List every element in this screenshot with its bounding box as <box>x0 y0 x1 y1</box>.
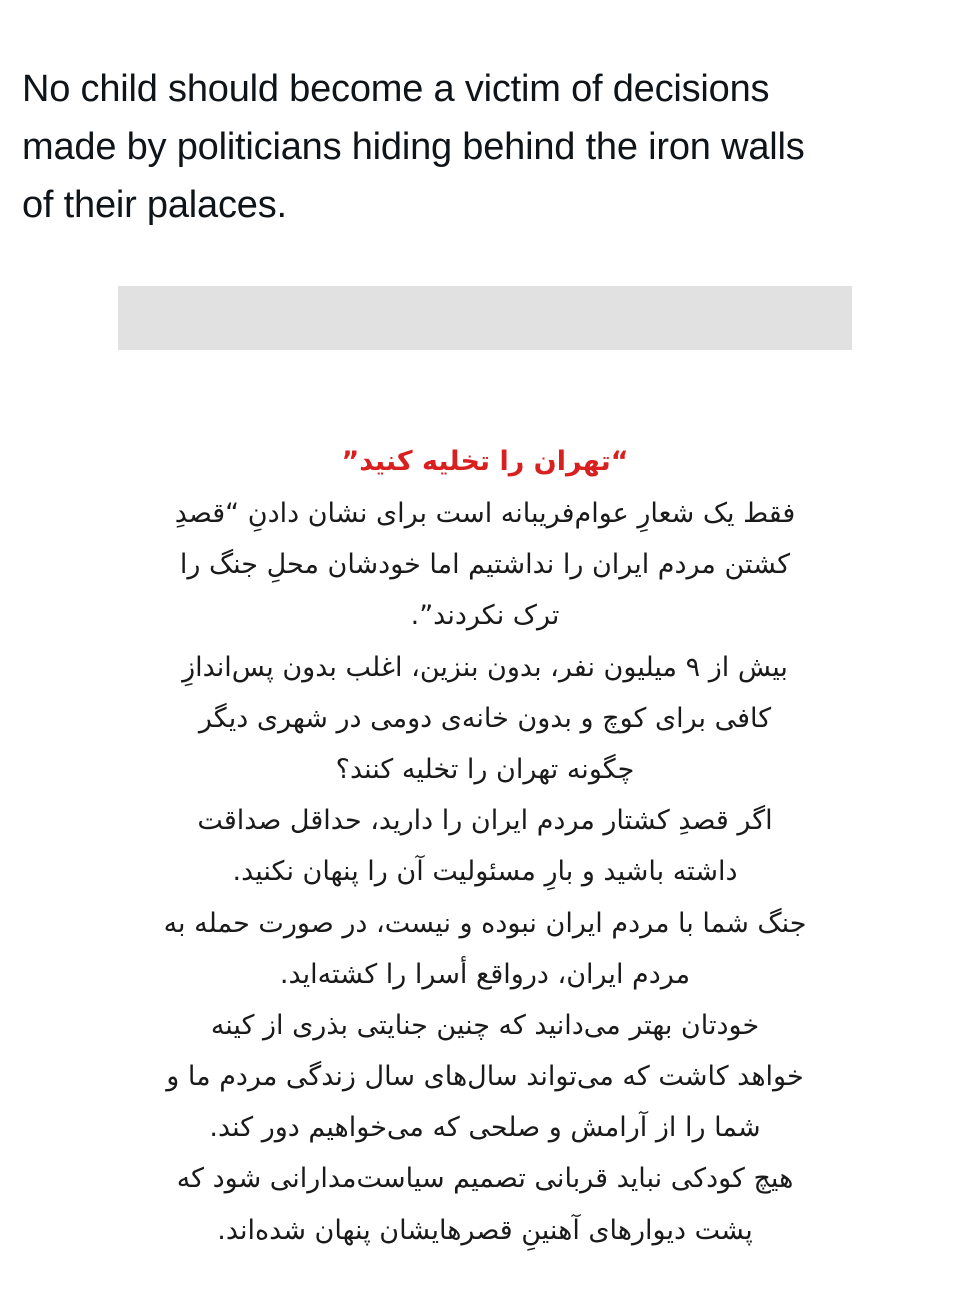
statement-line: خواهد کاشت که می‌تواند سال‌های سال زندگی مردم ما و <box>166 1061 804 1093</box>
post-text-line: made by politicians hiding behind the iron walls <box>22 126 805 168</box>
statement-line: هیچ کودکی نباید قربانی تصمیم سیاست‌مدارانی شود که <box>176 1163 794 1195</box>
statement-line: پشت دیوارهای آهنینِ قصرهایشان پنهان شده‌اند. <box>217 1214 753 1246</box>
statement-line: خودتان بهتر می‌دانید که چنین جنایتی بذری از کینه <box>210 1009 760 1041</box>
persian-statement <box>118 436 852 1256</box>
statement-title: “تهران را تخلیه کنید” <box>341 446 629 477</box>
statement-line: مردم ایران، درواقع أسرا را کشته‌اید. <box>279 958 691 990</box>
post-text-line: of their palaces. <box>22 184 287 226</box>
statement-line: شما را از آرامش و صلحی که می‌خواهیم دور کند. <box>209 1112 761 1144</box>
statement-line: اگر قصدِ کشتار مردم ایران را دارید، حداقل صداقت <box>197 805 773 837</box>
statement-line: چگونه تهران را تخلیه کنند؟ <box>335 753 635 785</box>
statement-line: کشتن مردم ایران را نداشتیم اما خودشان محلِ جنگ را <box>179 549 791 581</box>
statement-line: فقط یک شعارِ عوام‌فریبانه است برای نشان دادنِ “قصدِ <box>174 498 796 529</box>
image-header-bar <box>118 286 852 350</box>
statement-line: کافی برای کوچ و بدون خانه‌ی دومی در شهری دیگر <box>198 702 772 734</box>
post-image[interactable] <box>118 286 852 1266</box>
post-text <box>22 60 932 234</box>
statement-line: بیش از ۹ میلیون نفر، بدون بنزین، اغلب بدون پس‌اندازِ <box>182 651 788 683</box>
statement-line: ترک نکردند”. <box>410 600 560 632</box>
post-text-line: No child should become a victim of decisions <box>22 68 770 110</box>
statement-line: داشته باشید و بارِ مسئولیت آن را پنهان نکنید. <box>232 856 738 888</box>
statement-line: جنگ شما با مردم ایران نبوده و نیست، در صورت حمله به <box>163 907 807 939</box>
